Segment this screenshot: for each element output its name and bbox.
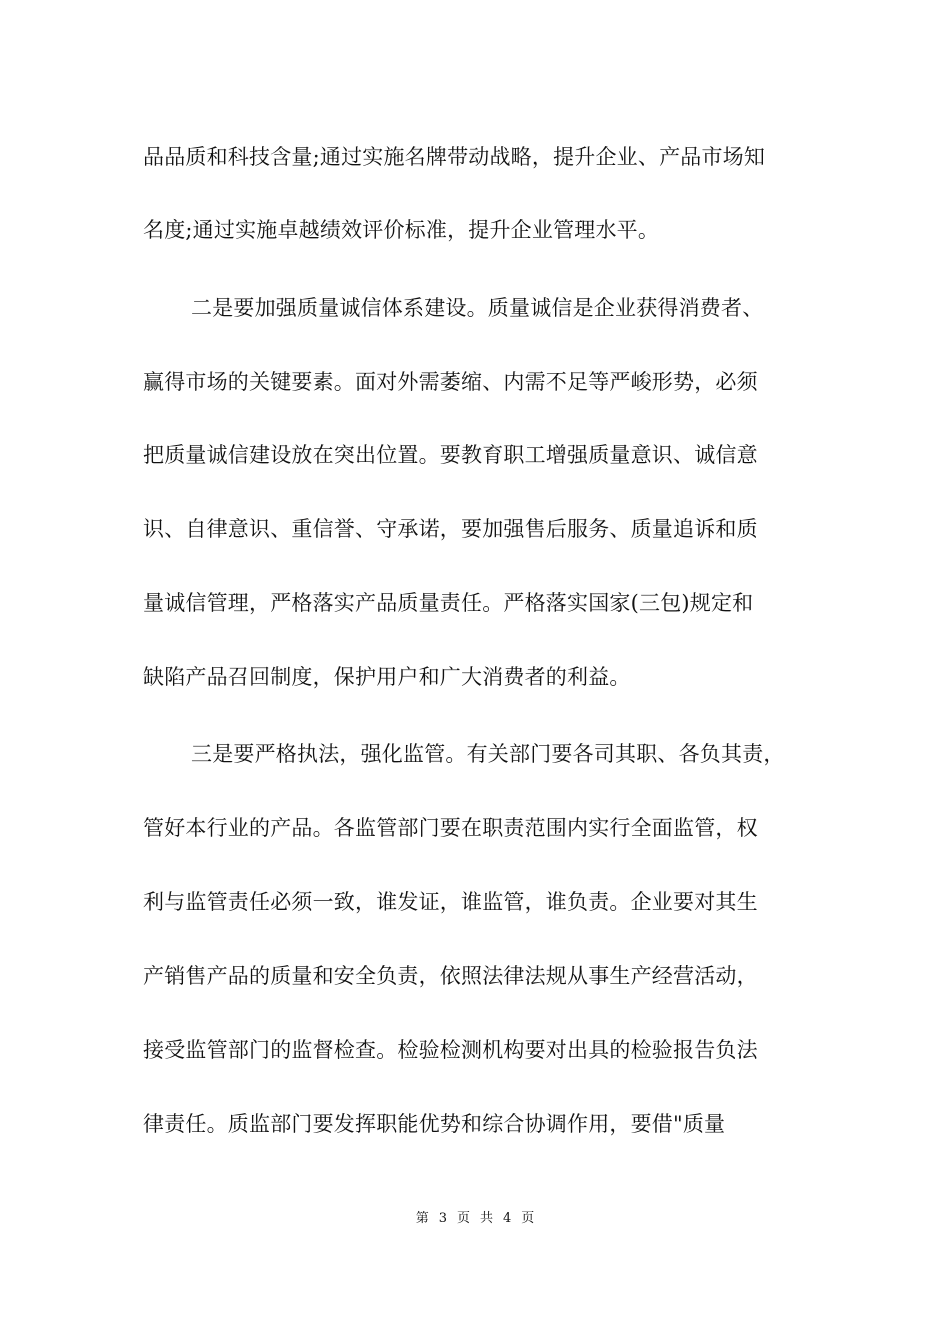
footer-di: 第 (415, 1211, 429, 1226)
paragraph-line-4: 赢得市场的关键要素。面对外需萎缩、内需不足等严峻形势，必须 (143, 370, 758, 394)
footer-ye-2: 页 (521, 1211, 535, 1226)
paragraph-line-14: 律责任。质监部门要发挥职能优势和综合协调作用，要借"质量 (143, 1112, 726, 1136)
footer-gong: 共 (480, 1211, 494, 1226)
footer-total-pages: 4 (503, 1211, 512, 1226)
paragraph-line-5: 把质量诚信建设放在突出位置。要教育职工增强质量意识、诚信意 (143, 443, 758, 467)
paragraph-line-6: 识、自律意识、重信誉、守承诺，要加强售后服务、质量追诉和质 (143, 517, 758, 541)
paragraph-line-9: 三是要严格执法，强化监管。有关部门要各司其职、各负其责， (191, 742, 785, 766)
paragraph-line-3: 二是要加强质量诚信体系建设。质量诚信是企业获得消费者、 (191, 296, 764, 320)
paragraph-line-11: 利与监管责任必须一致，谁发证，谁监管，谁负责。企业要对其生 (143, 890, 758, 914)
footer-current-page: 3 (438, 1211, 447, 1226)
paragraph-line-2: 名度;通过实施卓越绩效评价标准，提升企业管理水平。 (143, 218, 660, 242)
paragraph-line-12: 产销售产品的质量和安全负责，依照法律法规从事生产经营活动， (143, 964, 758, 988)
paragraph-line-10: 管好本行业的产品。各监管部门要在职责范围内实行全面监管，权 (143, 816, 758, 840)
footer-ye: 页 (456, 1211, 470, 1226)
paragraph-line-1: 品品质和科技含量;通过实施名牌带动战略，提升企业、产品市场知 (143, 145, 766, 169)
paragraph-line-8: 缺陷产品召回制度，保护用户和广大消费者的利益。 (143, 665, 631, 689)
paragraph-line-7: 量诚信管理，严格落实产品质量责任。严格落实国家(三包)规定和 (143, 591, 754, 615)
page-footer (0, 1210, 950, 1228)
paragraph-line-13: 接受监管部门的监督检查。检验检测机构要对出具的检验报告负法 (143, 1038, 758, 1062)
